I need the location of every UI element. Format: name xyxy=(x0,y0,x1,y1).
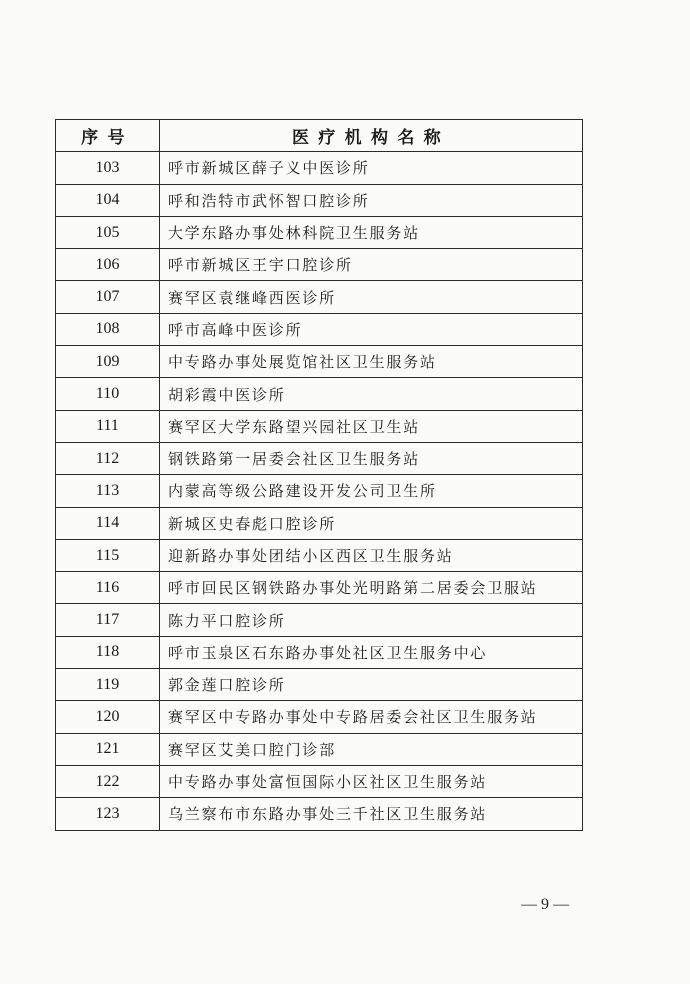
serial-number-cell: 118 xyxy=(56,636,160,668)
serial-number-cell: 113 xyxy=(56,475,160,507)
institution-name-cell: 陈力平口腔诊所 xyxy=(160,604,583,636)
table-row xyxy=(56,281,583,313)
serial-number-cell: 120 xyxy=(56,701,160,733)
serial-number-cell: 115 xyxy=(56,539,160,571)
institution-name-cell: 赛罕区艾美口腔门诊部 xyxy=(160,733,583,765)
institution-name-cell: 呼市新城区薛子义中医诊所 xyxy=(160,152,583,184)
serial-number-cell: 110 xyxy=(56,378,160,410)
serial-number-cell: 116 xyxy=(56,572,160,604)
serial-number-cell: 112 xyxy=(56,442,160,474)
institution-name-cell: 郭金莲口腔诊所 xyxy=(160,669,583,701)
serial-number-cell: 114 xyxy=(56,507,160,539)
serial-number-cell: 106 xyxy=(56,249,160,281)
serial-number-cell: 111 xyxy=(56,410,160,442)
serial-number-cell: 121 xyxy=(56,733,160,765)
table-row xyxy=(56,249,583,281)
serial-number-cell: 103 xyxy=(56,152,160,184)
institution-name-cell: 中专路办事处展览馆社区卫生服务站 xyxy=(160,346,583,378)
institution-name-cell: 呼市回民区钢铁路办事处光明路第二居委会卫服站 xyxy=(160,572,583,604)
table-row xyxy=(56,313,583,345)
header-serial-number: 序号 xyxy=(56,120,160,152)
institution-name-cell: 呼市新城区王宇口腔诊所 xyxy=(160,249,583,281)
institution-name-cell: 呼市高峰中医诊所 xyxy=(160,313,583,345)
serial-number-cell: 107 xyxy=(56,281,160,313)
table-row xyxy=(56,572,583,604)
serial-number-cell: 122 xyxy=(56,765,160,797)
table-row xyxy=(56,346,583,378)
table-row xyxy=(56,669,583,701)
serial-number-cell: 117 xyxy=(56,604,160,636)
header-institution-name: 医疗机构名称 xyxy=(160,120,583,152)
table-row xyxy=(56,798,583,830)
table-row xyxy=(56,378,583,410)
table-body xyxy=(56,152,583,830)
table-row xyxy=(56,184,583,216)
institution-name-cell: 乌兰察布市东路办事处三千社区卫生服务站 xyxy=(160,798,583,830)
serial-number-cell: 123 xyxy=(56,798,160,830)
institution-name-cell: 胡彩霞中医诊所 xyxy=(160,378,583,410)
serial-number-cell: 105 xyxy=(56,216,160,248)
table-row xyxy=(56,475,583,507)
serial-number-cell: 119 xyxy=(56,669,160,701)
institution-name-cell: 赛罕区大学东路望兴园社区卫生站 xyxy=(160,410,583,442)
page-number: — 9 — xyxy=(521,896,569,913)
institution-table xyxy=(55,119,583,831)
institution-name-cell: 呼和浩特市武怀智口腔诊所 xyxy=(160,184,583,216)
institution-name-cell: 新城区史春彪口腔诊所 xyxy=(160,507,583,539)
institution-name-cell: 赛罕区中专路办事处中专路居委会社区卫生服务站 xyxy=(160,701,583,733)
table-row xyxy=(56,604,583,636)
serial-number-cell: 104 xyxy=(56,184,160,216)
institution-name-cell: 中专路办事处富恒国际小区社区卫生服务站 xyxy=(160,765,583,797)
table-row xyxy=(56,701,583,733)
table-row xyxy=(56,636,583,668)
table-row xyxy=(56,216,583,248)
institution-name-cell: 内蒙高等级公路建设开发公司卫生所 xyxy=(160,475,583,507)
institution-name-cell: 大学东路办事处林科院卫生服务站 xyxy=(160,216,583,248)
institution-name-cell: 钢铁路第一居委会社区卫生服务站 xyxy=(160,442,583,474)
institution-name-cell: 呼市玉泉区石东路办事处社区卫生服务中心 xyxy=(160,636,583,668)
serial-number-cell: 108 xyxy=(56,313,160,345)
table-row xyxy=(56,539,583,571)
table-row xyxy=(56,152,583,184)
table-row xyxy=(56,765,583,797)
institution-name-cell: 赛罕区袁继峰西医诊所 xyxy=(160,281,583,313)
table-row xyxy=(56,507,583,539)
table-header-row xyxy=(56,120,583,152)
table-row xyxy=(56,733,583,765)
institution-name-cell: 迎新路办事处团结小区西区卫生服务站 xyxy=(160,539,583,571)
serial-number-cell: 109 xyxy=(56,346,160,378)
table-row xyxy=(56,442,583,474)
table-row xyxy=(56,410,583,442)
